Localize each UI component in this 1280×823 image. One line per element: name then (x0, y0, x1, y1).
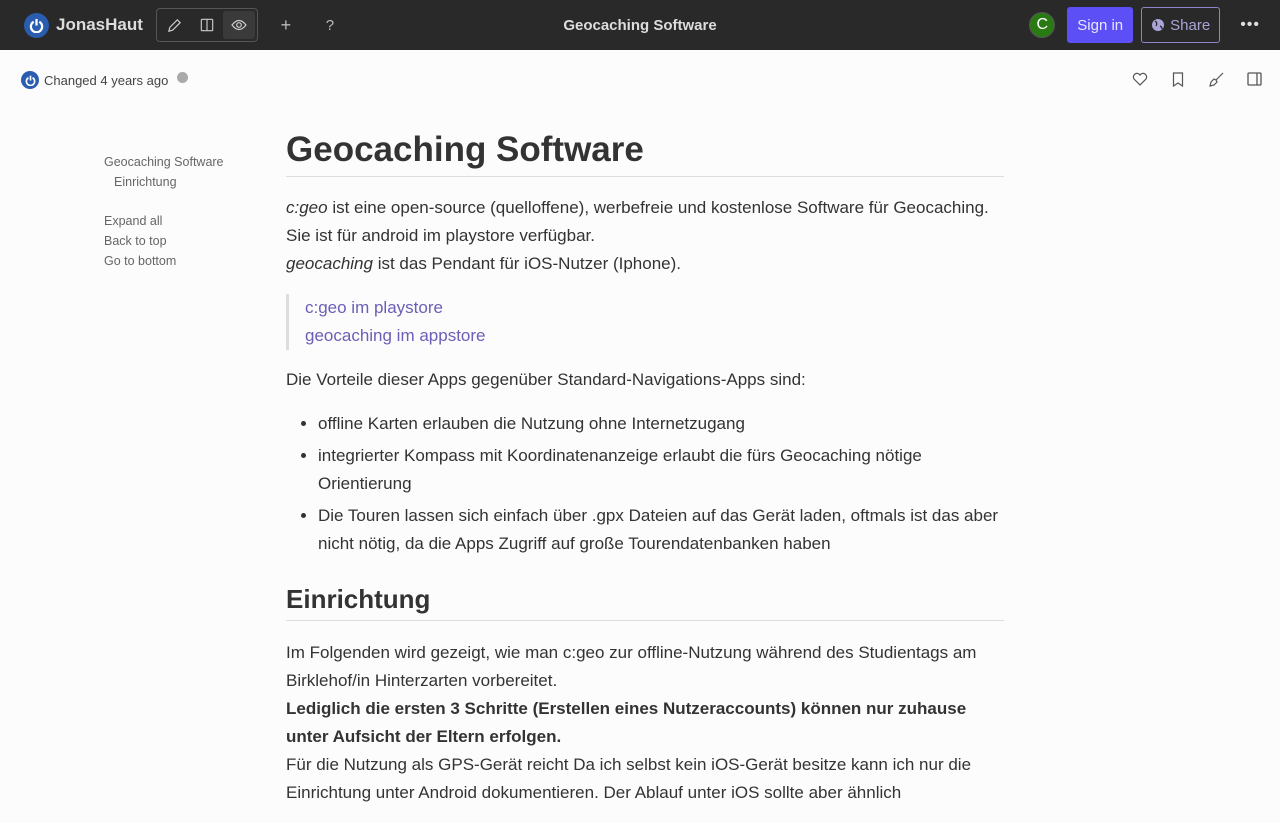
sign-in-button[interactable]: Sign in (1067, 7, 1133, 43)
text: ist eine open-source (quelloffene), werbefreie und kostenlose Software für Geocaching. Sie ist für android im playstore verfügbar. (286, 198, 989, 245)
list-item: • Die Touren lassen sich einfach über .gpx Dateien auf das Gerät laden, oftmals ist das aber nicht nötig, da die Apps Zugriff auf große Tourendatenbanken haben (318, 502, 1004, 558)
advantages-intro: Die Vorteile dieser Apps gegenüber Standard-Navigations-Apps sind: (286, 370, 806, 389)
bookmark-icon[interactable] (1170, 70, 1186, 88)
toc-item[interactable]: Einrichtung (114, 175, 177, 189)
brush-icon[interactable] (1208, 70, 1224, 88)
share-button[interactable] (1141, 7, 1220, 43)
expand-all-link[interactable]: Expand all (104, 214, 163, 228)
geocaching-appstore-link[interactable]: geocaching im appstore (305, 326, 486, 345)
emphasis: c:geo (286, 198, 328, 217)
brand-link[interactable] (24, 13, 143, 38)
sidebar-toggle-icon[interactable] (1246, 70, 1262, 88)
heart-icon[interactable] (1132, 70, 1148, 88)
more-options-icon[interactable]: ••• (1240, 16, 1260, 33)
changed-text: Changed 4 years ago (44, 72, 169, 88)
globe-icon (1151, 18, 1165, 32)
document-content (286, 128, 1004, 823)
view-mode-button[interactable] (223, 11, 255, 39)
top-navbar (0, 0, 1280, 50)
info-icon[interactable] (177, 72, 188, 83)
heading-title: Geocaching Software (286, 128, 1004, 177)
new-note-plus-icon[interactable]: + (280, 14, 292, 35)
split-mode-button[interactable] (191, 11, 223, 39)
back-to-top-link[interactable]: Back to top (104, 234, 167, 248)
author-avatar-icon (21, 71, 39, 89)
user-avatar[interactable]: C (1029, 12, 1055, 38)
links-blockquote (286, 294, 1004, 350)
toc-item[interactable]: Geocaching Software (104, 155, 224, 169)
intro-paragraph (286, 194, 1004, 278)
columns-icon (200, 18, 214, 32)
eye-icon (231, 19, 247, 31)
note-meta (21, 71, 188, 89)
text: Im Folgenden wird gezeigt, wie man c:geo zur offline-Nutzung während des Studientags am Birklehof/in Hinterzarten vorbereitet. (286, 643, 977, 690)
view-mode-group (156, 8, 258, 42)
advantages-list (286, 410, 1004, 558)
heading-einrichtung: Einrichtung (286, 582, 1004, 621)
edit-mode-button[interactable] (159, 11, 191, 39)
power-logo-icon (24, 13, 49, 38)
go-to-bottom-link[interactable]: Go to bottom (104, 254, 177, 268)
text: Für die Nutzung als GPS-Gerät reicht Da ich selbst kein iOS-Gerät besitze kann ich nur die Einrichtung unter Android dokumentieren. Der Ablauf unter iOS sollte aber ähnlich (286, 755, 972, 802)
brand-name: JonasHaut (56, 15, 143, 34)
emphasis: geocaching (286, 254, 373, 273)
note-title: Geocaching Software (563, 16, 717, 34)
note-actions (1132, 70, 1262, 88)
pencil-icon (167, 18, 182, 33)
table-of-contents (104, 152, 224, 271)
share-label: Share (1170, 16, 1211, 34)
bold-note: Lediglich die ersten 3 Schritte (Erstellen eines Nutzeraccounts) können nur zuhause unter Aufsicht der Eltern erfolgen. (286, 699, 967, 746)
text: ist das Pendant für iOS-Nutzer (Iphone). (372, 254, 682, 273)
list-item: • offline Karten erlauben die Nutzung ohne Internetzugang (318, 410, 1004, 438)
cgeo-playstore-link[interactable]: c:geo im playstore (305, 298, 443, 317)
list-item: • integrierter Kompass mit Koordinatenanzeige erlaubt die fürs Geocaching nötige Orientierung (318, 442, 1004, 498)
setup-paragraph (286, 639, 1004, 807)
help-icon[interactable]: ? (325, 16, 335, 34)
